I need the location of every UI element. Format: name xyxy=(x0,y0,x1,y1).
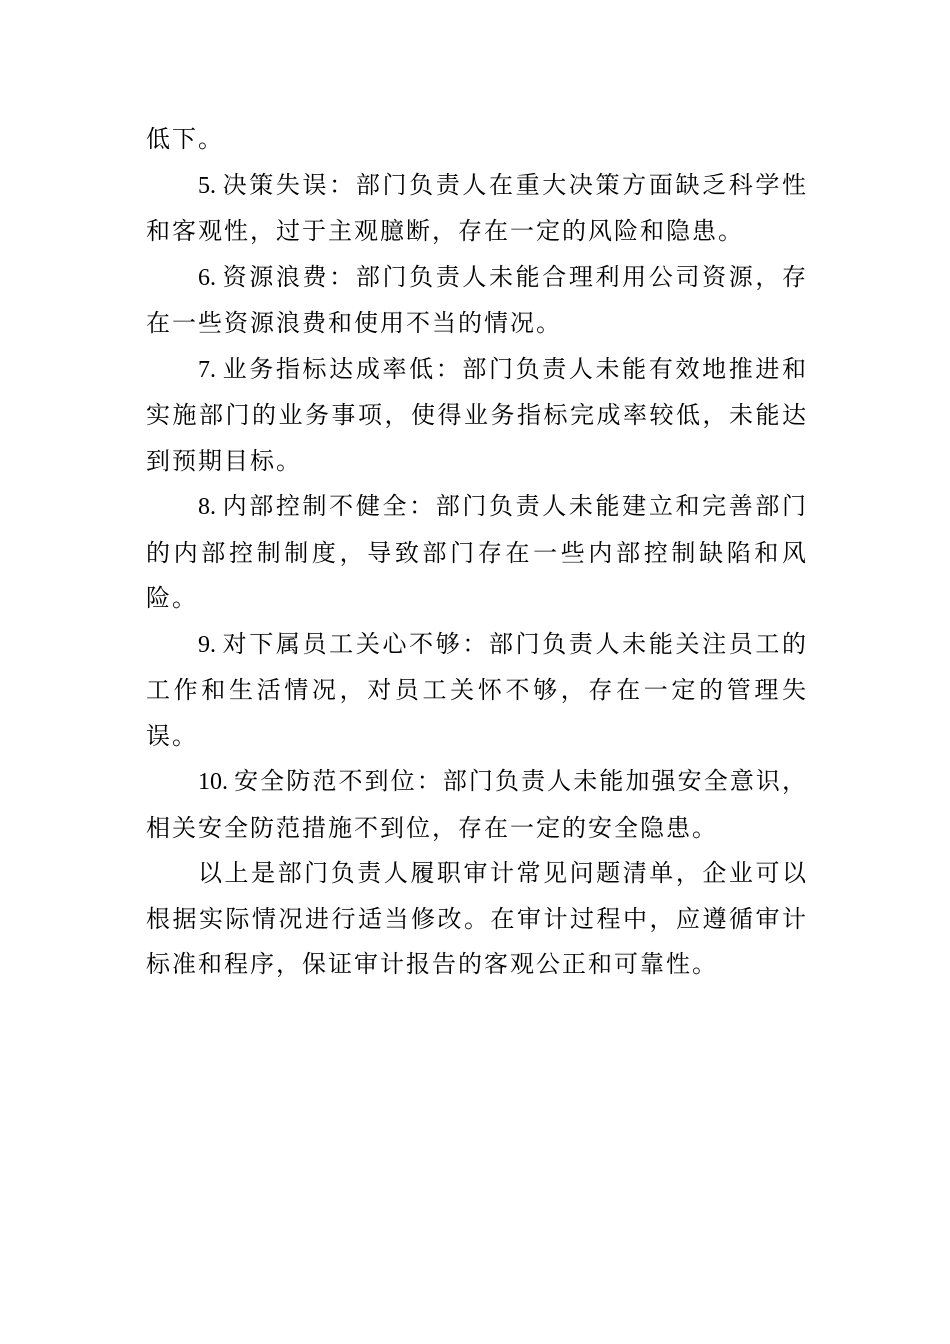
document-body xyxy=(146,117,808,988)
item-number: 10. xyxy=(198,769,235,795)
item-text: 业务指标达成率低：部门负责人未能有效地推进和实施部门的业务事项，使得业务指标完成率较低，未能达到预期目标。 xyxy=(146,354,809,475)
summary-text: 以上是部门负责人履职审计常见问题清单，企业可以根据实际情况进行适当修改。在审计过程中，应遵循审计标准和程序，保证审计报告的客观公正和可靠性。 xyxy=(146,859,808,978)
list-item-6 xyxy=(146,255,808,347)
item-text: 决策失误：部门负责人在重大决策方面缺乏科学性和客观性，过于主观臆断，存在一定的风险和隐患。 xyxy=(146,170,809,245)
item-number: 8. xyxy=(198,494,223,520)
list-item-7 xyxy=(146,347,808,485)
summary-paragraph xyxy=(146,851,808,988)
item-text: 资源浪费：部门负责人未能合理利用公司资源，存在一些资源浪费和使用不当的情况。 xyxy=(146,262,809,337)
paragraph-continuation xyxy=(146,117,808,163)
item-number: 9. xyxy=(198,631,223,658)
paragraph-text: 低下。 xyxy=(146,125,224,153)
item-number: 5. xyxy=(198,172,223,199)
item-number: 6. xyxy=(198,264,223,291)
item-number: 7. xyxy=(198,356,223,383)
list-item-8 xyxy=(146,484,808,622)
item-text: 内部控制不健全：部门负责人未能建立和完善部门的内部控制制度，导致部门存在一些内部控制缺陷和风险。 xyxy=(146,492,809,612)
list-item-9 xyxy=(146,622,808,760)
list-item-5 xyxy=(146,163,808,255)
list-item-10 xyxy=(146,759,808,851)
item-text: 安全防范不到位：部门负责人未能加强安全意识，相关安全防范措施不到位，存在一定的安全隐患。 xyxy=(146,767,809,842)
item-text: 对下属员工关心不够：部门负责人未能关注员工的工作和生活情况，对员工关怀不够，存在一定的管理失误。 xyxy=(146,629,809,750)
